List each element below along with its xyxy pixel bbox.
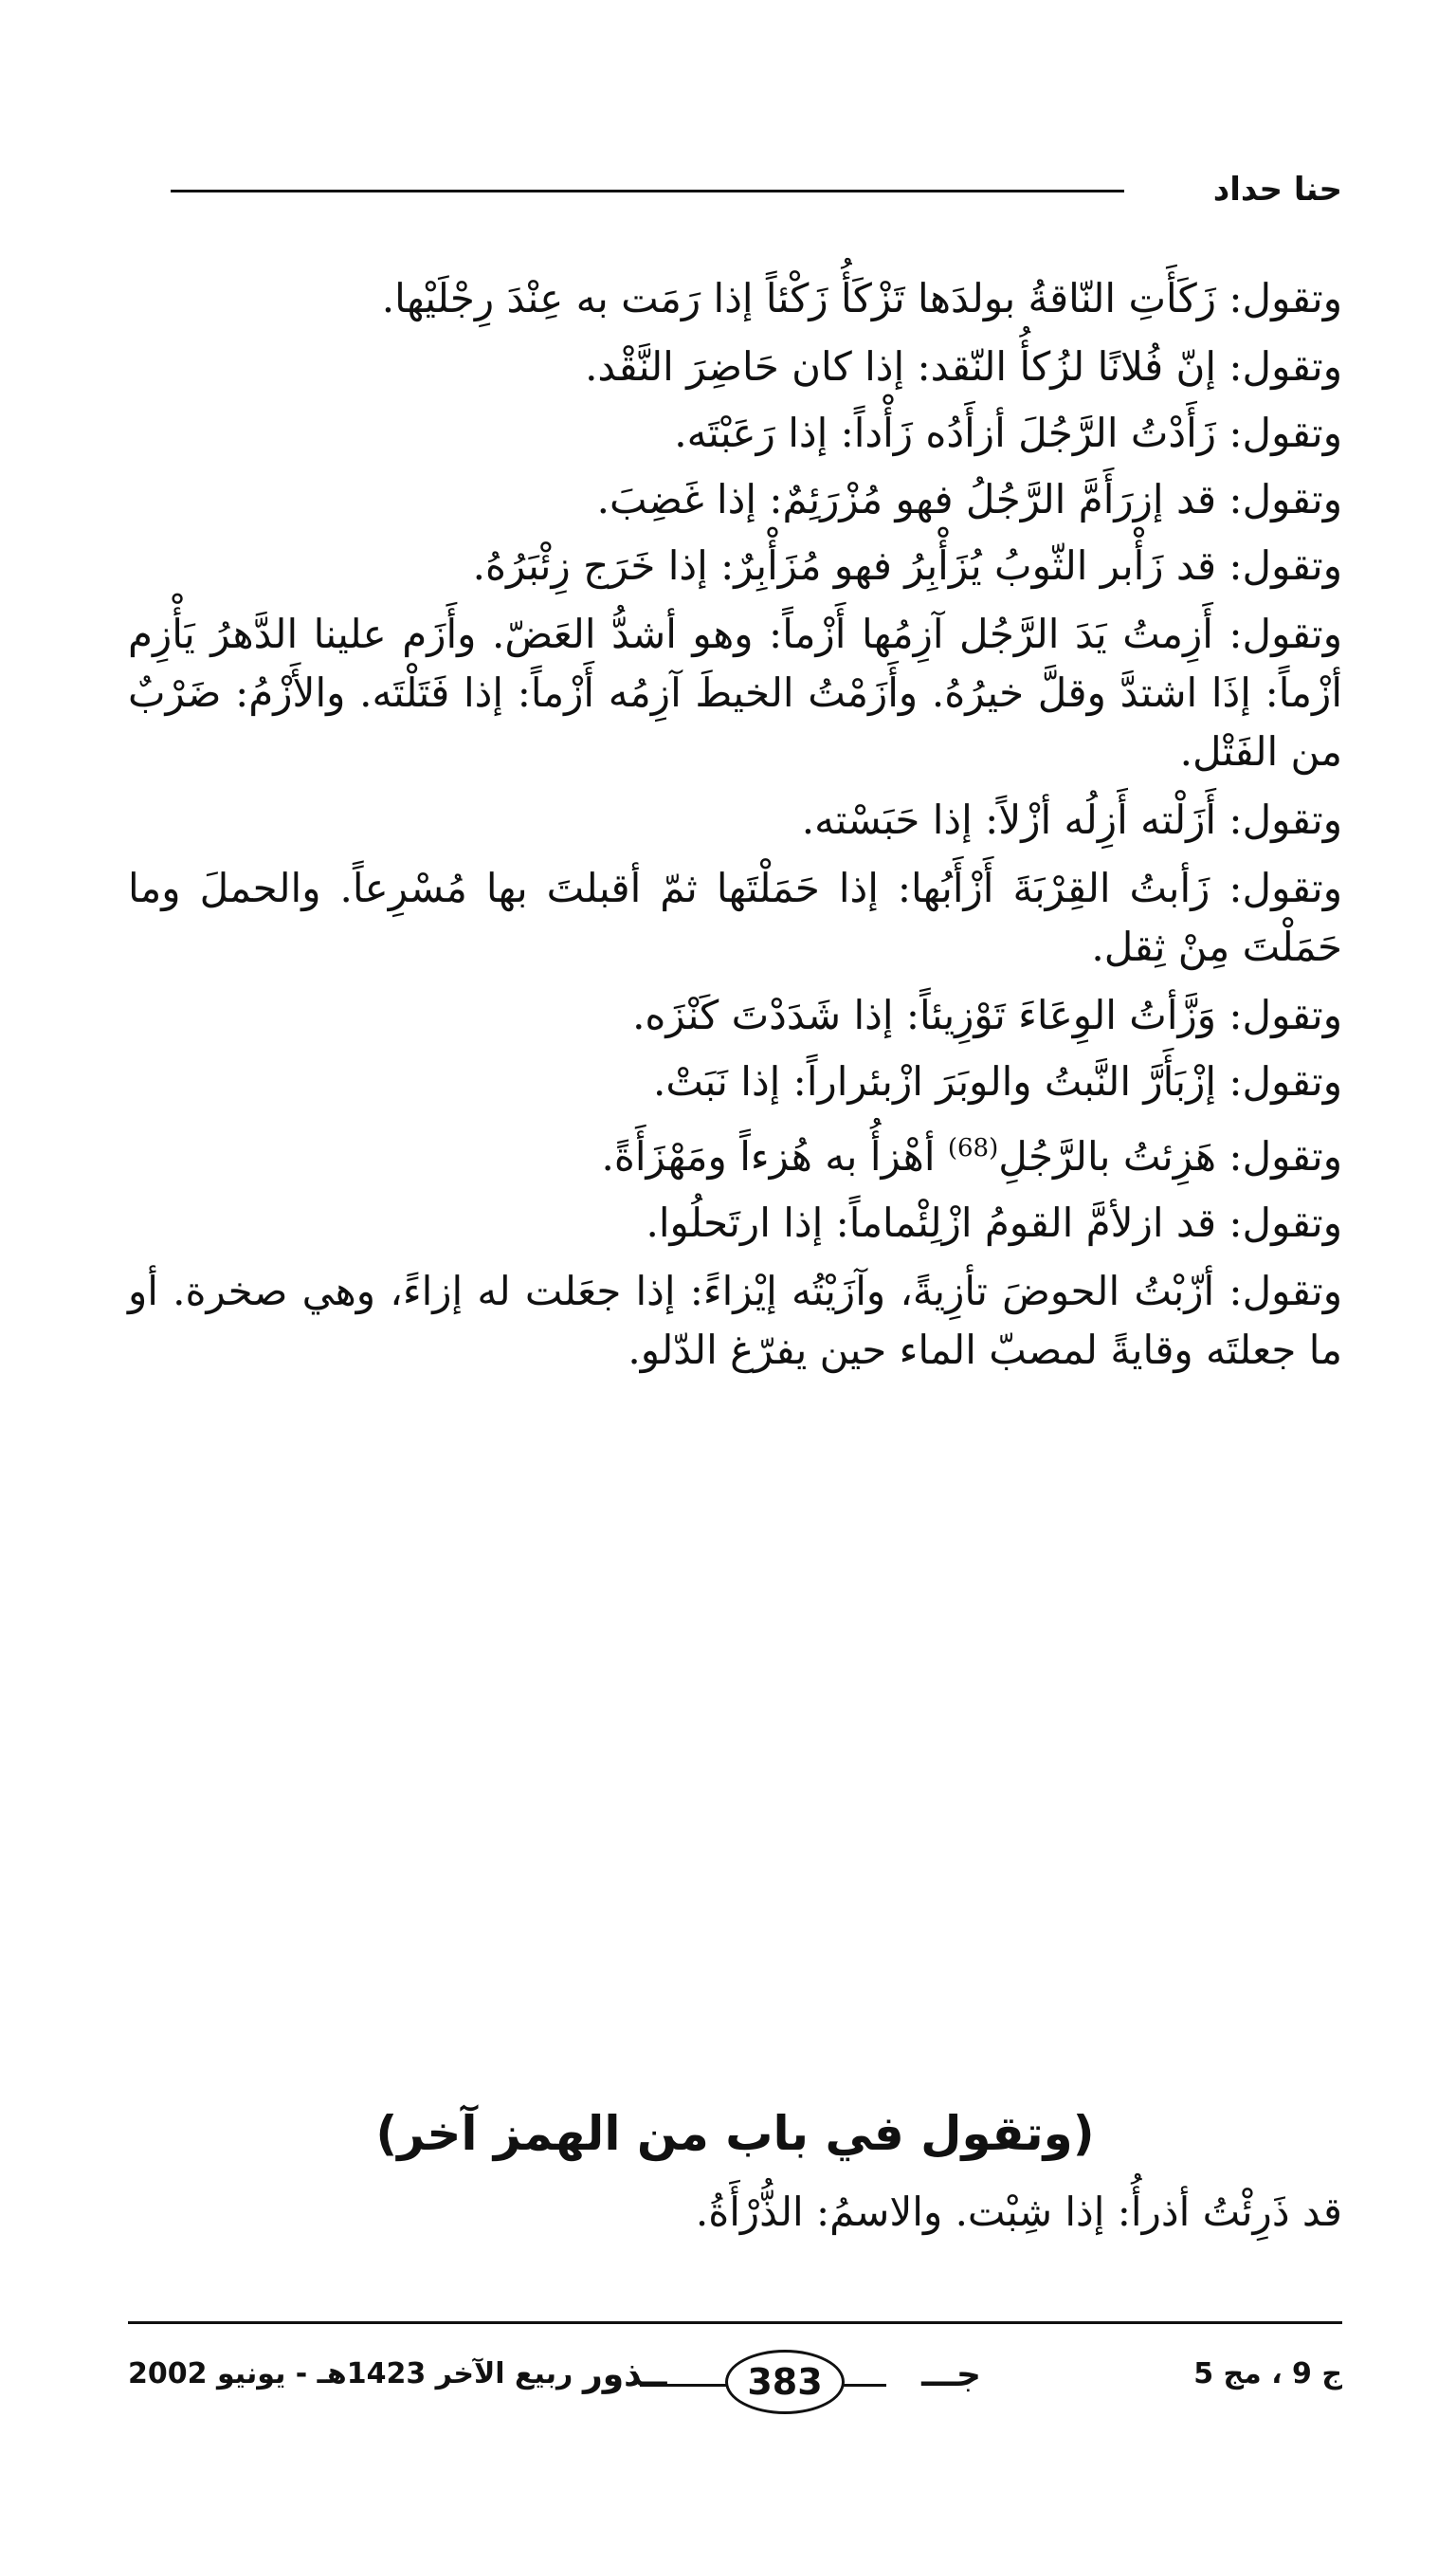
running-header: [171, 159, 1342, 220]
paragraph-text: وتقول: هَزِئتُ بالرَّجُلِ: [998, 1133, 1342, 1180]
paragraph: وتقول: زَكَأَتِ النّاقةُ بولدَها تَزْكَأُ زَكْئاً إذا رَمَت به عِنْدَ رِجْلَيْها.: [381, 275, 1342, 321]
journal-logo-start: جـــ: [921, 2355, 981, 2394]
paragraph-text: أهْزأُ به هُزءاً ومَهْزَأَةً.: [601, 1133, 948, 1180]
paragraph: وتقول: قد ازلأمَّ القومُ ازْلِئْماماً: إذا ارتَحلُوا.: [646, 1200, 1342, 1246]
footer-date: ربيع الآخر 1423هـ - يونيو 2002: [128, 2357, 573, 2390]
paragraph: وتقول: إزْبَأَرَّ النَّبتُ والوبَرَ ازْبئراراً: إذا نَبَتْ.: [652, 1058, 1342, 1105]
footer-issue: ج 9 ، مج 5: [1193, 2357, 1342, 2390]
paragraph: وتقول: وَزَّأتُ الوِعَاءَ تَوْزِيئاً: إذا شَدَدْتَ كَنْزَه.: [632, 992, 1342, 1038]
footnote-reference[interactable]: (68): [947, 1134, 999, 1163]
header-author: حنا حداد: [1212, 171, 1342, 209]
paragraph: وتقول: أَزَلْته أَزِلُه أزْلاً: إذا حَبَسْته.: [801, 797, 1342, 843]
page-number: 383: [725, 2350, 845, 2414]
paragraph: وتقول: زَأبتُ القِرْبَةَ أَزْأَبُها: إذا حَمَلْتَها ثمّ أقبلتَ بها مُسْرِعاً. والحملَ وما حَمَلْتَ مِنْ ثِقل.: [128, 865, 1342, 970]
section-heading: (وتقول في باب من الهمز آخر): [375, 2106, 1095, 2161]
paragraph: وتقول: أزّبْتُ الحوضَ تأزِيةً، وآزَيْتُه إيْزاءً: إذا جعَلت له إزاءً، وهي صخرة. أو ما جعلتَه وقايةً لمصبّ الماء حين يفرّغ الدّلو.: [128, 1268, 1342, 1373]
section-paragraph: قد ذَرِئْتُ أذرأُ: إذا شِبْت. والاسمُ: الذُّرْأَةُ.: [695, 2189, 1342, 2235]
page-footer: [128, 2342, 1342, 2418]
journal-logo: [583, 2342, 981, 2418]
header-rule: [171, 190, 1124, 192]
paragraph: وتقول: زَأَدْتُ الرَّجُلَ أزأَدُه زَأْداً: إذا رَعَبْتَه.: [674, 410, 1342, 456]
paragraph: وتقول: قد زَأْبر الثّوبُ يُزَأْبِرُ فهو مُزَأْبِرٌ: إذا خَرَج زِئْبَرُهُ.: [472, 542, 1342, 589]
paragraph: وتقول: إنّ فُلانًا لزُكأُ النّقد: إذا كان حَاضِرَ النَّقْد.: [585, 343, 1342, 390]
journal-logo-end: ــذور: [583, 2355, 667, 2394]
paragraph: وتقول: أَزِمتُ يَدَ الرَّجُل آزِمُها أَزْماً: وهو أشدُّ العَضّ. وأَزَم علينا الدَّهرُ يَأْزِم أزْماً: إذَا اشتدَّ وقلَّ خيرُهُ. وأَزَمْتُ الخيطَ آزِمُه أَزْماً: إذا فَتَلْتَه. والأَزْمُ: ضَرْبٌ من الفَتْل.: [128, 611, 1342, 775]
body-text: [128, 264, 1342, 1385]
paragraph-with-footnote: [128, 1115, 1342, 1190]
footer-rule: [128, 2321, 1342, 2324]
paragraph: وتقول: قد إزرَأَمَّ الرَّجُلُ فهو مُزْرَئِمٌ: إذا غَضِبَ.: [596, 476, 1342, 522]
